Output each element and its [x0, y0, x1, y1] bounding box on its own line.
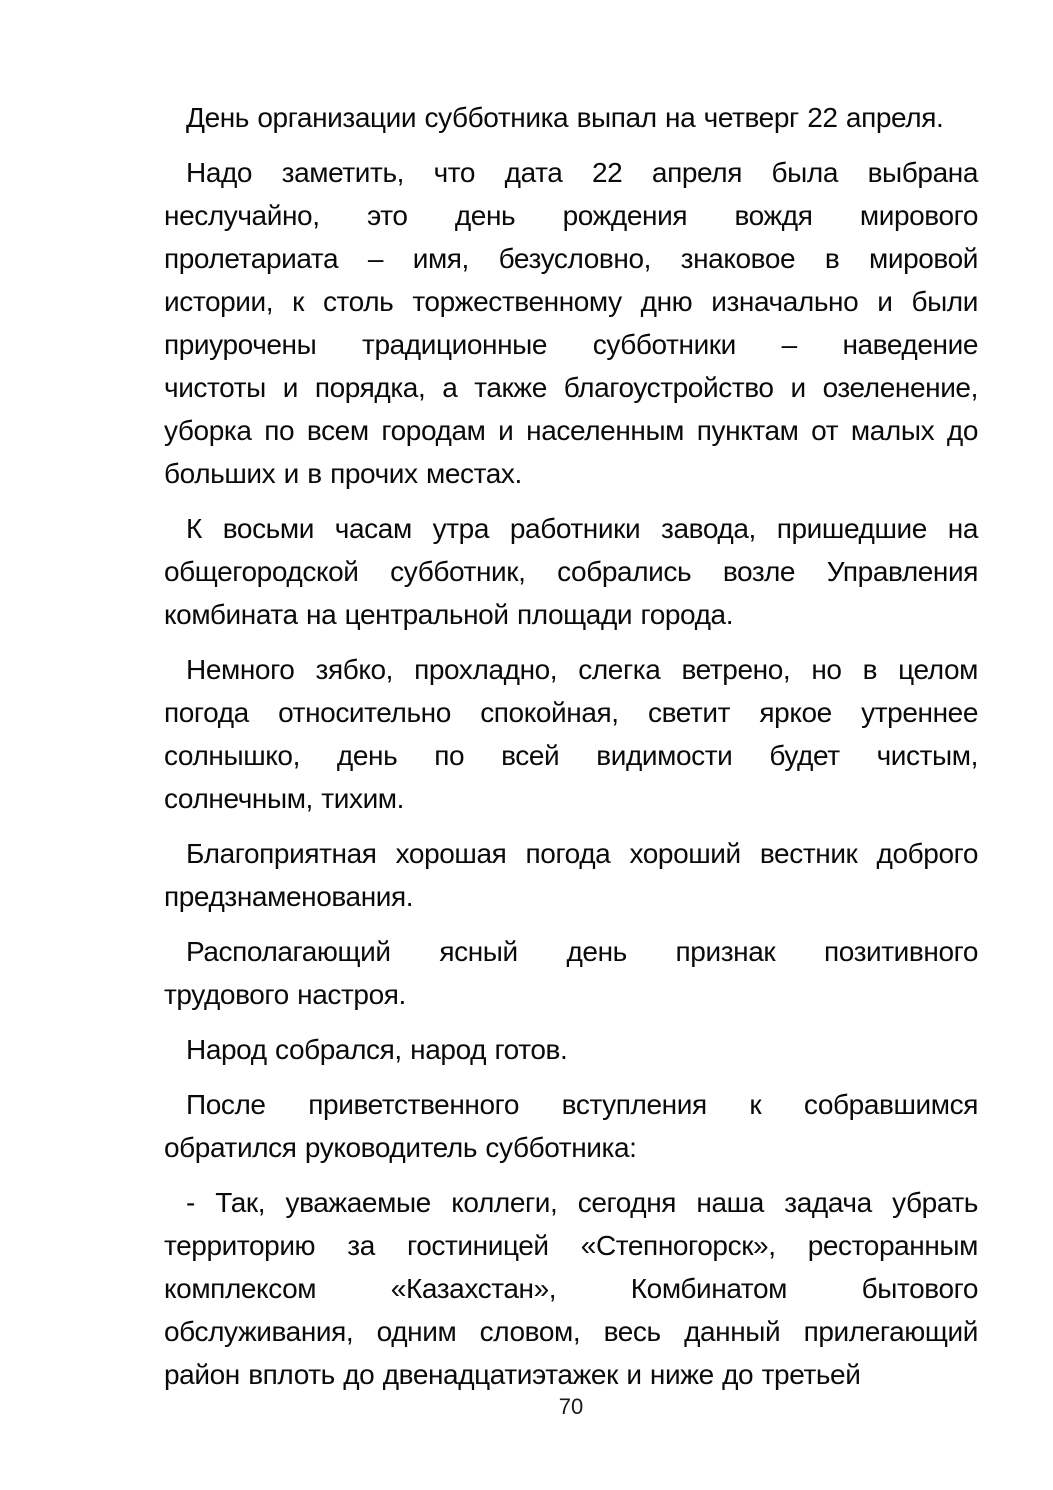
text-line: пролетариата – имя, безусловно, знаковое в мировой	[164, 243, 978, 274]
text-line: - Так, уважаемые коллеги, сегодня наша задача убрать	[186, 1187, 978, 1218]
text-line: предзнаменования.	[164, 881, 414, 912]
text-line: Надо заметить, что дата 22 апреля была выбрана	[186, 157, 978, 188]
paragraph	[164, 832, 978, 918]
text-line: истории, к столь торжественному дню изначально и были	[164, 286, 978, 317]
text-line: День организации субботника выпал на четверг 22 апреля.	[186, 102, 944, 133]
paragraph	[164, 1083, 978, 1169]
paragraph	[164, 1028, 978, 1071]
text-line: уборка по всем городам и населенным пунктам от малых до	[164, 415, 978, 446]
text-line: территорию за гостиницей «Степногорск», ресторанным	[164, 1230, 978, 1261]
text-body	[164, 96, 978, 1408]
paragraph	[164, 648, 978, 820]
paragraph	[164, 151, 978, 495]
text-line: приурочены традиционные субботники – наведение	[164, 329, 978, 360]
paragraph	[164, 930, 978, 1016]
text-line: погода относительно спокойная, светит яркое утреннее	[164, 697, 978, 728]
text-line: Народ собрался, народ готов.	[186, 1034, 568, 1065]
text-line: общегородской субботник, собрались возле Управления	[164, 556, 978, 587]
text-line: Располагающий ясный день признак позитивного	[186, 936, 978, 967]
text-line: чистоты и порядка, а также благоустройство и озеленение,	[164, 372, 978, 403]
text-line: комбината на центральной площади города.	[164, 599, 734, 630]
text-line: Немного зябко, прохладно, слегка ветрено, но в целом	[186, 654, 978, 685]
text-line: больших и в прочих местах.	[164, 458, 522, 489]
text-line: солнечным, тихим.	[164, 783, 405, 814]
paragraph	[164, 1181, 978, 1396]
text-line: После приветственного вступления к собравшимся	[186, 1089, 978, 1120]
text-line: неслучайно, это день рождения вождя мирового	[164, 200, 978, 231]
text-line: трудового настроя.	[164, 979, 406, 1010]
text-line: Благоприятная хорошая погода хороший вестник доброго	[186, 838, 978, 869]
paragraph	[164, 96, 978, 139]
text-line: район вплоть до двенадцатиэтажек и ниже до третьей	[164, 1359, 861, 1390]
text-line: солнышко, день по всей видимости будет чистым,	[164, 740, 978, 771]
text-line: обратился руководитель субботника:	[164, 1132, 637, 1163]
text-line: К восьми часам утра работники завода, пришедшие на	[186, 513, 978, 544]
text-line: комплексом «Казахстан», Комбинатом бытового	[164, 1273, 978, 1304]
page-number: 70	[558, 1394, 584, 1419]
text-line: обслуживания, одним словом, весь данный прилегающий	[164, 1316, 978, 1347]
paragraph	[164, 507, 978, 636]
